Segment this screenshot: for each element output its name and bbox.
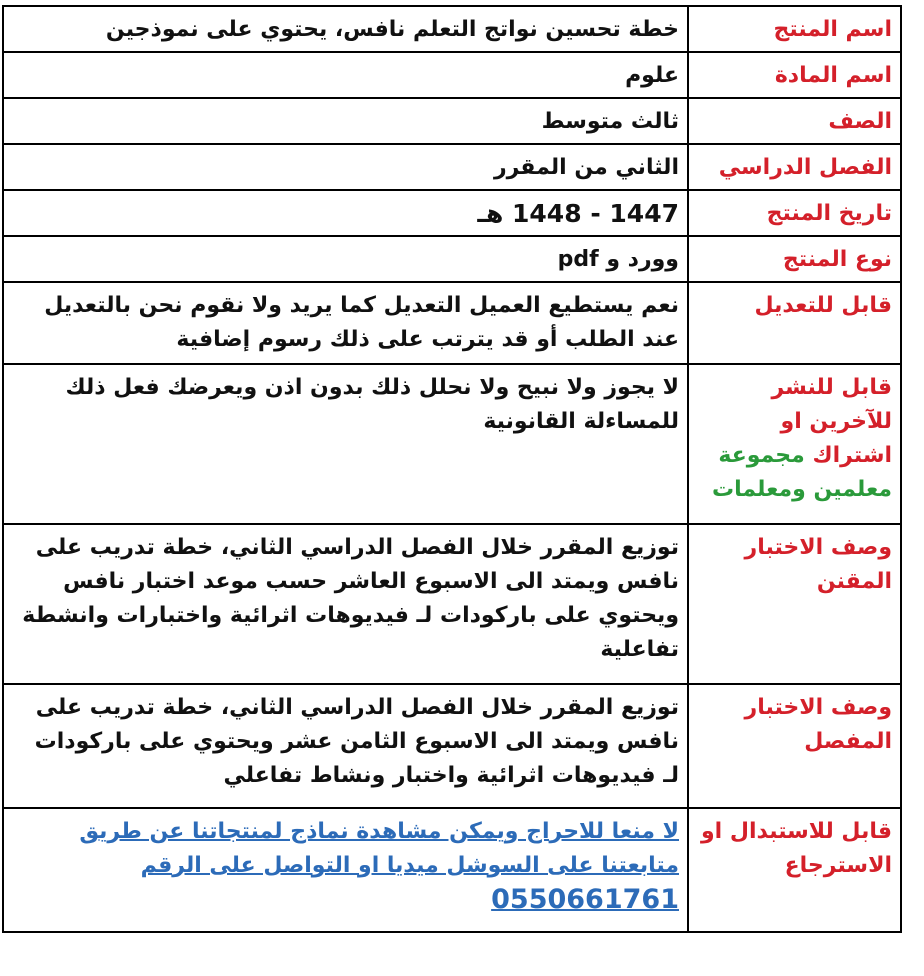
publish-label-group: مجموعة معلمين ومعلمات (711, 443, 892, 502)
table-row (3, 190, 901, 236)
semester-value: الثاني من المقرر (3, 144, 688, 190)
row-label: قابل للاستبدال او الاسترجاع (688, 808, 901, 932)
product-name-value: خطة تحسين نواتج التعلم نافس، يحتوي على نموذجين (3, 6, 688, 52)
table-row (3, 236, 901, 282)
detailed-test-value: توزيع المقرر خلال الفصل الدراسي الثاني، خطة تدريب على نافس ويمتد الى الاسبوع الثامن عشر ويحتوي على باركودات لـ فيديوهات اثرائية واختبار ونشاط تفاعلي (3, 684, 688, 808)
publish-label: قابل للنشر للآخرين او اشتراك (771, 375, 892, 468)
row-label: اسم المنتج (688, 6, 901, 52)
row-label (688, 364, 901, 524)
publish-value: لا يجوز ولا نبيح ولا نحلل ذلك بدون اذن ويعرضك فعل ذلك للمساءلة القانونية (3, 364, 688, 524)
row-label: وصف الاختبار المقنن (688, 524, 901, 684)
table-row (3, 98, 901, 144)
table-row (3, 808, 901, 932)
table-row (3, 524, 901, 684)
product-type-value: وورد و pdf (3, 236, 688, 282)
row-label: تاريخ المنتج (688, 190, 901, 236)
grade-value: ثالث متوسط (3, 98, 688, 144)
table-row (3, 282, 901, 364)
row-label: وصف الاختبار المفصل (688, 684, 901, 808)
row-label: اسم المادة (688, 52, 901, 98)
row-label: الفصل الدراسي (688, 144, 901, 190)
table-row (3, 6, 901, 52)
editable-value: نعم يستطيع العميل التعديل كما يريد ولا نقوم نحن بالتعديل عند الطلب أو قد يترتب على ذلك رسوم إضافية (3, 282, 688, 364)
refund-value (3, 808, 688, 932)
table-row (3, 144, 901, 190)
refund-text-link[interactable]: لا منعا للاحراج ويمكن مشاهدة نماذج لمنتجاتنا عن طريق متابعتنا على السوشل ميديا او التواصل على الرقم (79, 819, 679, 878)
standard-test-value: توزيع المقرر خلال الفصل الدراسي الثاني، خطة تدريب على نافس ويمتد الى الاسبوع العاشر حسب موعد اختبار نافس ويحتوي على باركودات لـ فيديوهات اثرائية واختبارات وانشطة تفاعلية (3, 524, 688, 684)
table-row (3, 52, 901, 98)
subject-value: علوم (3, 52, 688, 98)
row-label: الصف (688, 98, 901, 144)
table-row (3, 364, 901, 524)
row-label: قابل للتعديل (688, 282, 901, 364)
phone-number-link[interactable]: 0550661761 (491, 884, 679, 915)
row-label: نوع المنتج (688, 236, 901, 282)
table-row (3, 684, 901, 808)
product-info-table (2, 5, 902, 933)
date-value: 1447 - 1448 هـ (3, 190, 688, 236)
